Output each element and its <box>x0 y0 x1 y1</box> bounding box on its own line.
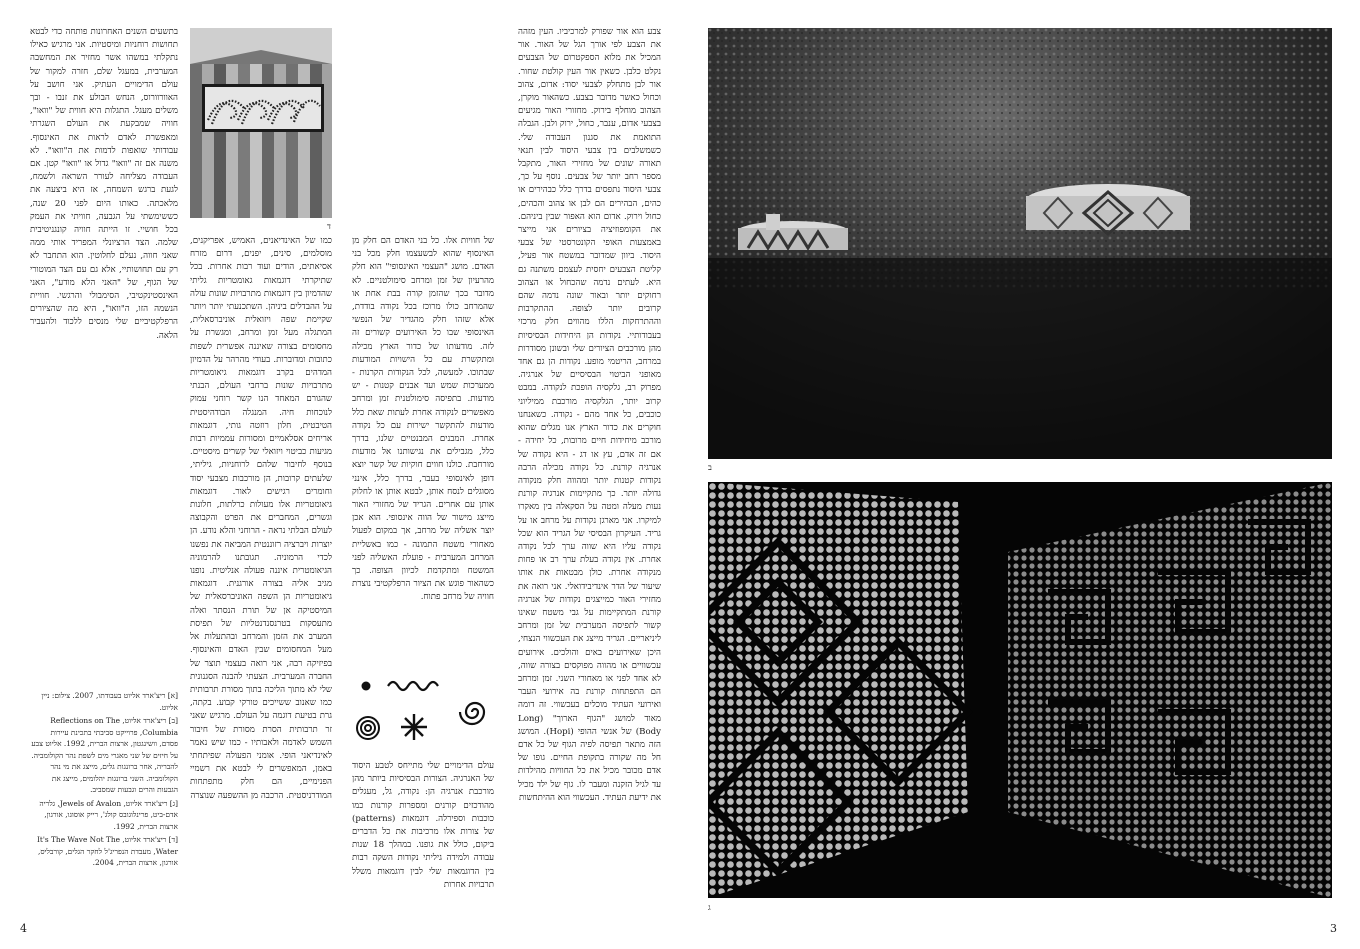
figure-label-d: ד <box>327 222 331 231</box>
page-number-left: 4 <box>20 922 27 935</box>
spiral-icon <box>460 703 484 724</box>
figure-d-wave-building <box>190 28 332 218</box>
figure-b-hillside-tanks <box>708 28 1332 459</box>
left-dot-wall <box>708 482 968 898</box>
text-column-4: צבע הוא אור שפורק למרכיביו. העין מזהה את הצבע לפי אורך הגל של האור. אור המכיל את מלוא הספקטרום של הצבעים נקלט כלבן. כשאין אור העין קולטת שחור. אור לבן מתחלק לצבעי יסוד: אדום, צהוב וכחול כאשר מדובר בצבע. כשהאור מוקרן, הצהוב מוחלף בירוק. מחזורי האור מגיעים בצבעי אדום, ענבר, כחול, ירוק ולבן. הגבלה התואמת את סגנון העבודה שלי. כשמשלבים בין צבעי היסוד לבין תנאי תאורה שונים של מחזירי האור, מתקבל מספר רחב יותר של צבעים. נוסף על כך, צבעי היסוד נתפסים בדרך כלל כבהירים או כהים, הבהירים הם לבן או צהוב והכהים, כחול וירוק. אדום הוא האפור שבין ביניהם. את הקומפוזיציה בציורים אני מייצר באמצעות האופי הקונטרסטי של צבעי היסוד. ביוון שמדובר במשטח אור פעיל, קליטת הצבעים יחסית לעצמם משתנה גם היא. לעתים נדמה שהכחול או הצהוב רחוקים יותר ובאור שונה נדמה שהם קרובים יותר לצופה. ההתקרבות וההתרחקות הללו מהווים חלק מרכזי בעבודותיי. נקודות הן היחידות הבסיסיות מהן מורכבים הציורים שלי ובשונן מסודרות במרחב, הריטמי מופע. נקודות הן גם אחד מאופני הביטוי הבסיסיים של אנרגיה. מפרוק רב, גלקסיה הופכת לנקודה. במבט קרוב יותר, הגלקסיה מורכבת ממיליוני כוכבים, כל אחד מהם - נקודה. כשאנחנו חוקרים את כדור הארץ אנו מגלים שהוא מורכב מיחידות חיים מרובות, כל יחידה - אם זה אדם, עץ או דג - היא נקודה של אנרגיה קורנת. כל נקודה מכילה הרבה נקודות קטנות יותר ומהווה חלק מנקודה גדולה יותר. כך מתקיימות אנרגיה קורנת נעות מעלה ומטה על הסקאלה בין מאקרו למיקרו. אני מארגן נקודות על מרחב או על גריד. העיקרון הבסיסי של הגריד הוא שכל נקודה עליו היא שווה ערך לכל נקודה אחרת. אין נקודה בעלת ערך רב או פחות מנקודה אחרת. כולן מבטאות את אותו שיעור של הדר אינדיבידואלי. אני רואה את מחזירי האור כמייצגים נקודות של אנרגיה קורנת המתקיימות על גבי משטח שאינו קשור לתפיסה המערבית של זמן ומרחב ליניאריים. הגריד מייצג את העכשווי הנצחי, היכן שאירועים באים והולכים. אירועים עכשוויים או מהווה מפוקסים בצורה שווה, לא אחד לפני או מאחורי השני. זמן ומרחב הם התפתחות קורנת בה אירועי העבר ואירועי העתיד מוכלים בעכשווי. זה דומה מאוד למושג "הגוף הארוך" (Long Body) של אנשי ההופי (Hopi). המושג הזה מתאר תפיסה לפיה הגוף של כל אדם חל מה שקורה בתקופת החיים. גופו של אדם מכובר מכיל את כל החוויות מהילדות עד לגיל הזקנה ומעבר לו. גוף של ילד מכיל את ידיעת העתיד. העכשווי הוא ההיתחשות <box>518 27 661 803</box>
footnote-a: [א] ריצ'ארד אליוט בעבודתו, 2007. צילום: ניין אליוט. <box>41 691 178 712</box>
text-column-2: כמו של האינדיאנים, האמיש, אפריקנים, מוסלמים, סינים, יפנים, דרום מזרח אסיאתים, הודים ועוד רבות אחרות. בכל שתיקרתי דוגמאות גאומטריות גליתי שהדמיון בין דוגמאות מתרבויות שונות עולה על ההבדלים ביניהן. השתכנעתי יותר ויותר שקיימת שפה ויזואלית אוניברסאלית, המתגלה מעל זמן ומרחב, ומגשרת על מחסומים בצורה שאיננה אפשרית לשפות כתובות ומדוברות. בעודי מהרהר על הדמיון המדהים בקרב דוגמאות גיאומטריות מתרבויות שונות ברחבי העולם, הבנתי שהגורם המאחד הנו קשר רוחני עמוק לנוכחות חיה. המנגלה הבודהיסטית הטיבטית, חלון רוזטה גותי, דוגמאות אריחים אסלאמיים ומסורות עממיות רבות מגיעות כביטוי ויזואלי של קשרים מיסטיים. בנוסף לחיבור שלהם לרוחניות, גיליתי, שלעתים קרובות, הן מורכבות מצבעי יסוד וחומרים רגישים לאור. דוגמאות גיאומטריות אלו מעולות כרלתות, חלונות וגשרים, המחברים את הפרט והקבוצה לעולם הבלתי נראה - הרוחני והלא נודע. הן יוצרות ויברציה רזוננטית המביאה את נפשנו לכדי הרמוניה. תגובתנו להרמוניה הגיאומטרית איננה פעולה אנליטית. נופנו מגיב אליה בצורה אורגנית. דוגמאות גיאומטריות הן השפה האוניברסאלית של המיסטיקה אן של תורת הנסתר ואלה מתעסקות בטרנסנדנטליות של תפיסת המערב את הזמן והמרחב ובהתעלות אל מעל המחסומים שבין האדם והאינסוף. בפיזיקה רבה, אני רואה בעצמי תוצר של החברה המערבית. הצעתי להבנה הסגנונית שלי לא מתוך הליכה בתוך מסורת תרבותית כמו שאנוב ששייכים טורקי קבוע. בקתה, גרת בטיעת דוגמה על העולם. מרגיש שאני זר תרבותית הסרת מסורת של חיבור השמש לאדמה ולאבותיו - כמו שיש נאמר לאינדיאני הופי. אומני הפעולה שפיתחתי באמן, המאפשרים לי לבטא את רשמיי הפנימיים, הם חלק מתפתחות המודרניסטית. הרכבה מן ההשפעה שנוצרה <box>190 236 332 801</box>
footnote-b: [ב] ריצ'ארד אליוט, Reflections on The Columbia, פרוייקט סביבתי בתכינת עיירות פסדם, וושינגטון, ארצות הברית, 1992. אליוט צבע על חיזים של שני מאגרי מים לשפת נהר הקולומביה. להבריה, אחר ברונגות גלים, מייצג את מי נהר הקולומביה. השני ברונגות יהלומים, מייצג את הגבעות והרים וגבעות שמסביב. <box>31 716 178 794</box>
footnote-d: [ד] ריצ'ארד אליוט, It's The Wave Not The Water, מעבדת הנפריג'ל לחקר הגלים, קורבליס, אורגון, ארצות הברית, 2004. <box>36 835 178 867</box>
footnotes <box>30 690 178 871</box>
dot-icon <box>362 682 371 691</box>
figure-label-g: ג <box>708 903 711 912</box>
wave-icon <box>388 682 438 690</box>
text-column-1: בתשעים השנים האחרונות פותחה כדי לבטא תחושות רוחניות ומיסטיות. אני מרגיש כאילו נתקלתי במשהו אשר מחזיר את המחשבה המערבית, במעגל שלם, חזרה למקור של עולם הדימויים העתיק. אני חושב על האוורוורוס, הנחש הבולע את זנבו - ובך משלים מעגל. התגלות היא חווית של "וואו", חוויה שמבקעת את העולם השגרתי ומאפשרת לאדם לראות את האינסוף. עבודותי שואפות לדמות את ה"וואו". לא משנה אם זה "וואו" גדול או "וואו" קטן. אם העבודה מצליחה לעורר השראה ולשמח, לגעת ברגש השמחה, אז היא ביצעה את מלאכתה. כאותו היום לפני 20 שנה, כששימשתי על הגבעה, חוויתי את העמק בכל חושיי. זו הייתה חוויה קונגניטיבית שלמה. הצד הרציונלי המפריד אותי ממה שאני חווה, נעלם לחלוטין. הוא התחבר לא רק עם תחושותיי, אלא גם עם הצד המוטורי של הגוף, של "האני הלא מודע", האני האינסטינקטיבי, הסימבולי והרגשי. חוויית הנשמה הזו, ה"וואו", היא מה שהציורים הרפלקטיביים שלי מנסים ללכוד ולהעביר הלאה. <box>30 27 178 341</box>
energy-symbols-figure <box>352 672 494 750</box>
star-icon <box>401 714 427 740</box>
tank-right <box>1026 184 1190 234</box>
text-column-3: של חוויות אלו. כל בני האדם הם חלק מן האינסוף שהוא לבשעצמו חלק מכל בני האדם. מושג "העצמי האינסופי" הוא חלק מהרעיון של זמן ומרחב סימולטניים. לא מדובר בכך שהזמן קורה בבת אחת או שהמרחב כולו מרוכז בכל נקודה בודדת, אלא שזהו חלק מהגדיר של הנפשי האינסופי שבו כל האירועים קשורים זה לזה. מודעותו של כדור הארץ מכילה ומתקשרת עם כל הישויות המודעות שבתוכו. למעשה, לכל הנקודות הקרנות - ממערכות שמש ועד אבנים קטנות - יש מודעות. בתפיסה סימולטנית זמן ומרחב מאפשרים לנקודה אחרת לעתות שאת כלל מודעות להתקשר ישירות עם כל נקודה אחרת. המבנים המבנטיים שלנו, בדרך כלל, מגבילים את נגישותנו אל מודעות מורחבת. כולנו חווים חוקיות של קשר יוצא דופן לאינסופי בעבר, בדרך כלל, אינני מסוגלים לנסח אותן, לבטא אותן או לחלוק אותן עם אחרים. הגריד של מחזורי האור מייצג מישור של הווה אינסופי. הוא אכן יוצר אשליה של מרחב, אך במקום לפעול מאחורי משטח התמונה - כמו באשליית המרחב המערבית - פועלת האשליה לפני המשטח ומתקדמת לכיוון הצופה. כך כשהאור פוגש את הציור הרפלקטיבי נוצרת חוויה של מרחב פתוח. <box>352 236 494 603</box>
wave-building-image <box>190 28 332 218</box>
figure-label-b: ב <box>708 463 712 472</box>
footnote-c: [ג] ריצ'ארד אליוט, Jewels of Avalon, גלריה אדם-ביט, פרינלוגובס קולג', רייק אוסוגו, אורגון, ארצות הברית, 1992. <box>39 798 178 831</box>
figure-g-reflective-dots <box>708 482 1332 898</box>
page-number-right: 3 <box>1330 922 1337 935</box>
text-column-3b: עולם הדימויים שלי מתייחס לטבע היסוד של האנרגיה. הצורות הבסיסיות ביותר מהן מורכבת אנרגיה הן: נקודה, גל, מעגלים מהודכזים קורנים ומספרות קורנות כמו כוכבות וספירלה. דוגמאות (patterns) של צורות אלו מרכיבות את כל הדברים ביקום, כולל את גופנו. במהלך 18 שנות עבודה ולמידה גיליתי נקודות השקה רבות בין הדוגמאות שלי לבין דוגמאות משלל תרבויות אחרות <box>352 761 494 890</box>
concentric-circles-icon <box>357 717 379 739</box>
